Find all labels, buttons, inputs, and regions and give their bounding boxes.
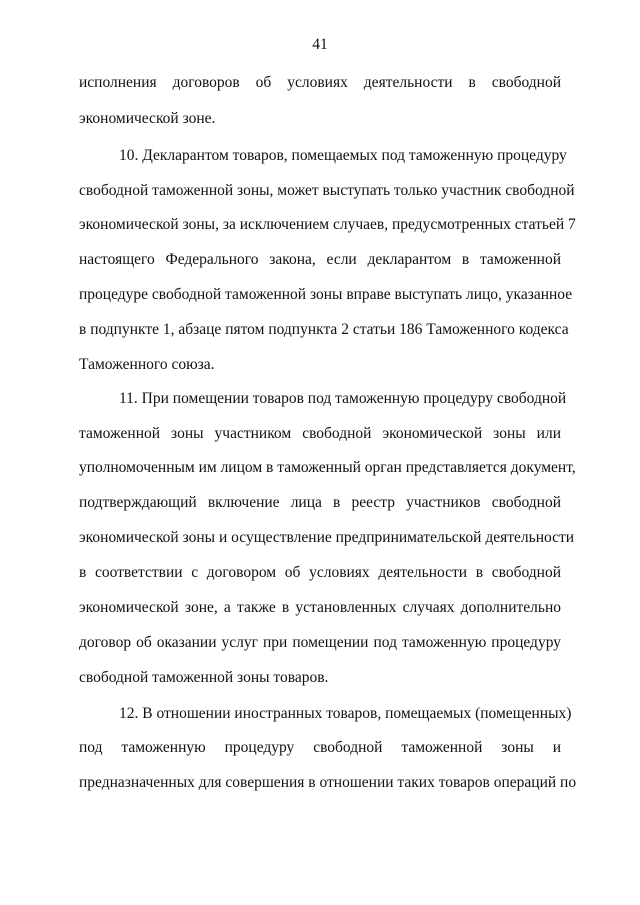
text-line: уполномоченным им лицом в таможенный орган представляется документ, bbox=[79, 459, 576, 476]
text-line: в подпункте 1, абзаце пятом подпункта 2 статьи 186 Таможенного кодекса bbox=[79, 321, 569, 338]
text-line: таможенной зоны участником свободной экономической зоны или bbox=[79, 425, 561, 442]
text-line: в соответствии с договором об условиях деятельности в свободной bbox=[79, 564, 561, 581]
text-line: экономической зоне, а также в установленных случаях дополнительно bbox=[79, 599, 561, 616]
text-line: 11. При помещении товаров под таможенную процедуру свободной bbox=[119, 390, 567, 407]
text-line: договор об оказании услуг при помещении под таможенную процедуру bbox=[79, 634, 561, 651]
text-line: экономической зоны и осуществление предпринимательской деятельности bbox=[79, 529, 575, 546]
text-line: экономической зоны, за исключением случаев, предусмотренных статьей 7 bbox=[79, 216, 576, 233]
page-number: 41 bbox=[312, 36, 328, 53]
text-line: Таможенного союза. bbox=[79, 356, 215, 373]
text-line: подтверждающий включение лица в реестр участников свободной bbox=[79, 494, 561, 511]
text-line: настоящего Федерального закона, если декларантом в таможенной bbox=[79, 251, 561, 268]
text-line: 12. В отношении иностранных товаров, помещаемых (помещенных) bbox=[119, 705, 572, 722]
text-line: свободной таможенной зоны товаров. bbox=[79, 669, 329, 686]
text-line: процедуре свободной таможенной зоны вправе выступать лицо, указанное bbox=[79, 286, 573, 303]
text-line: свободной таможенной зоны, может выступать только участник свободной bbox=[79, 182, 575, 199]
text-line: экономической зоне. bbox=[79, 110, 216, 127]
text-line: под таможенную процедуру свободной таможенной зоны и bbox=[79, 739, 561, 756]
text-line: исполнения договоров об условиях деятельности в свободной bbox=[79, 74, 561, 91]
text-line: предназначенных для совершения в отношении таких товаров операций по bbox=[79, 774, 577, 791]
text-line: 10. Декларантом товаров, помещаемых под таможенную процедуру bbox=[119, 147, 567, 164]
